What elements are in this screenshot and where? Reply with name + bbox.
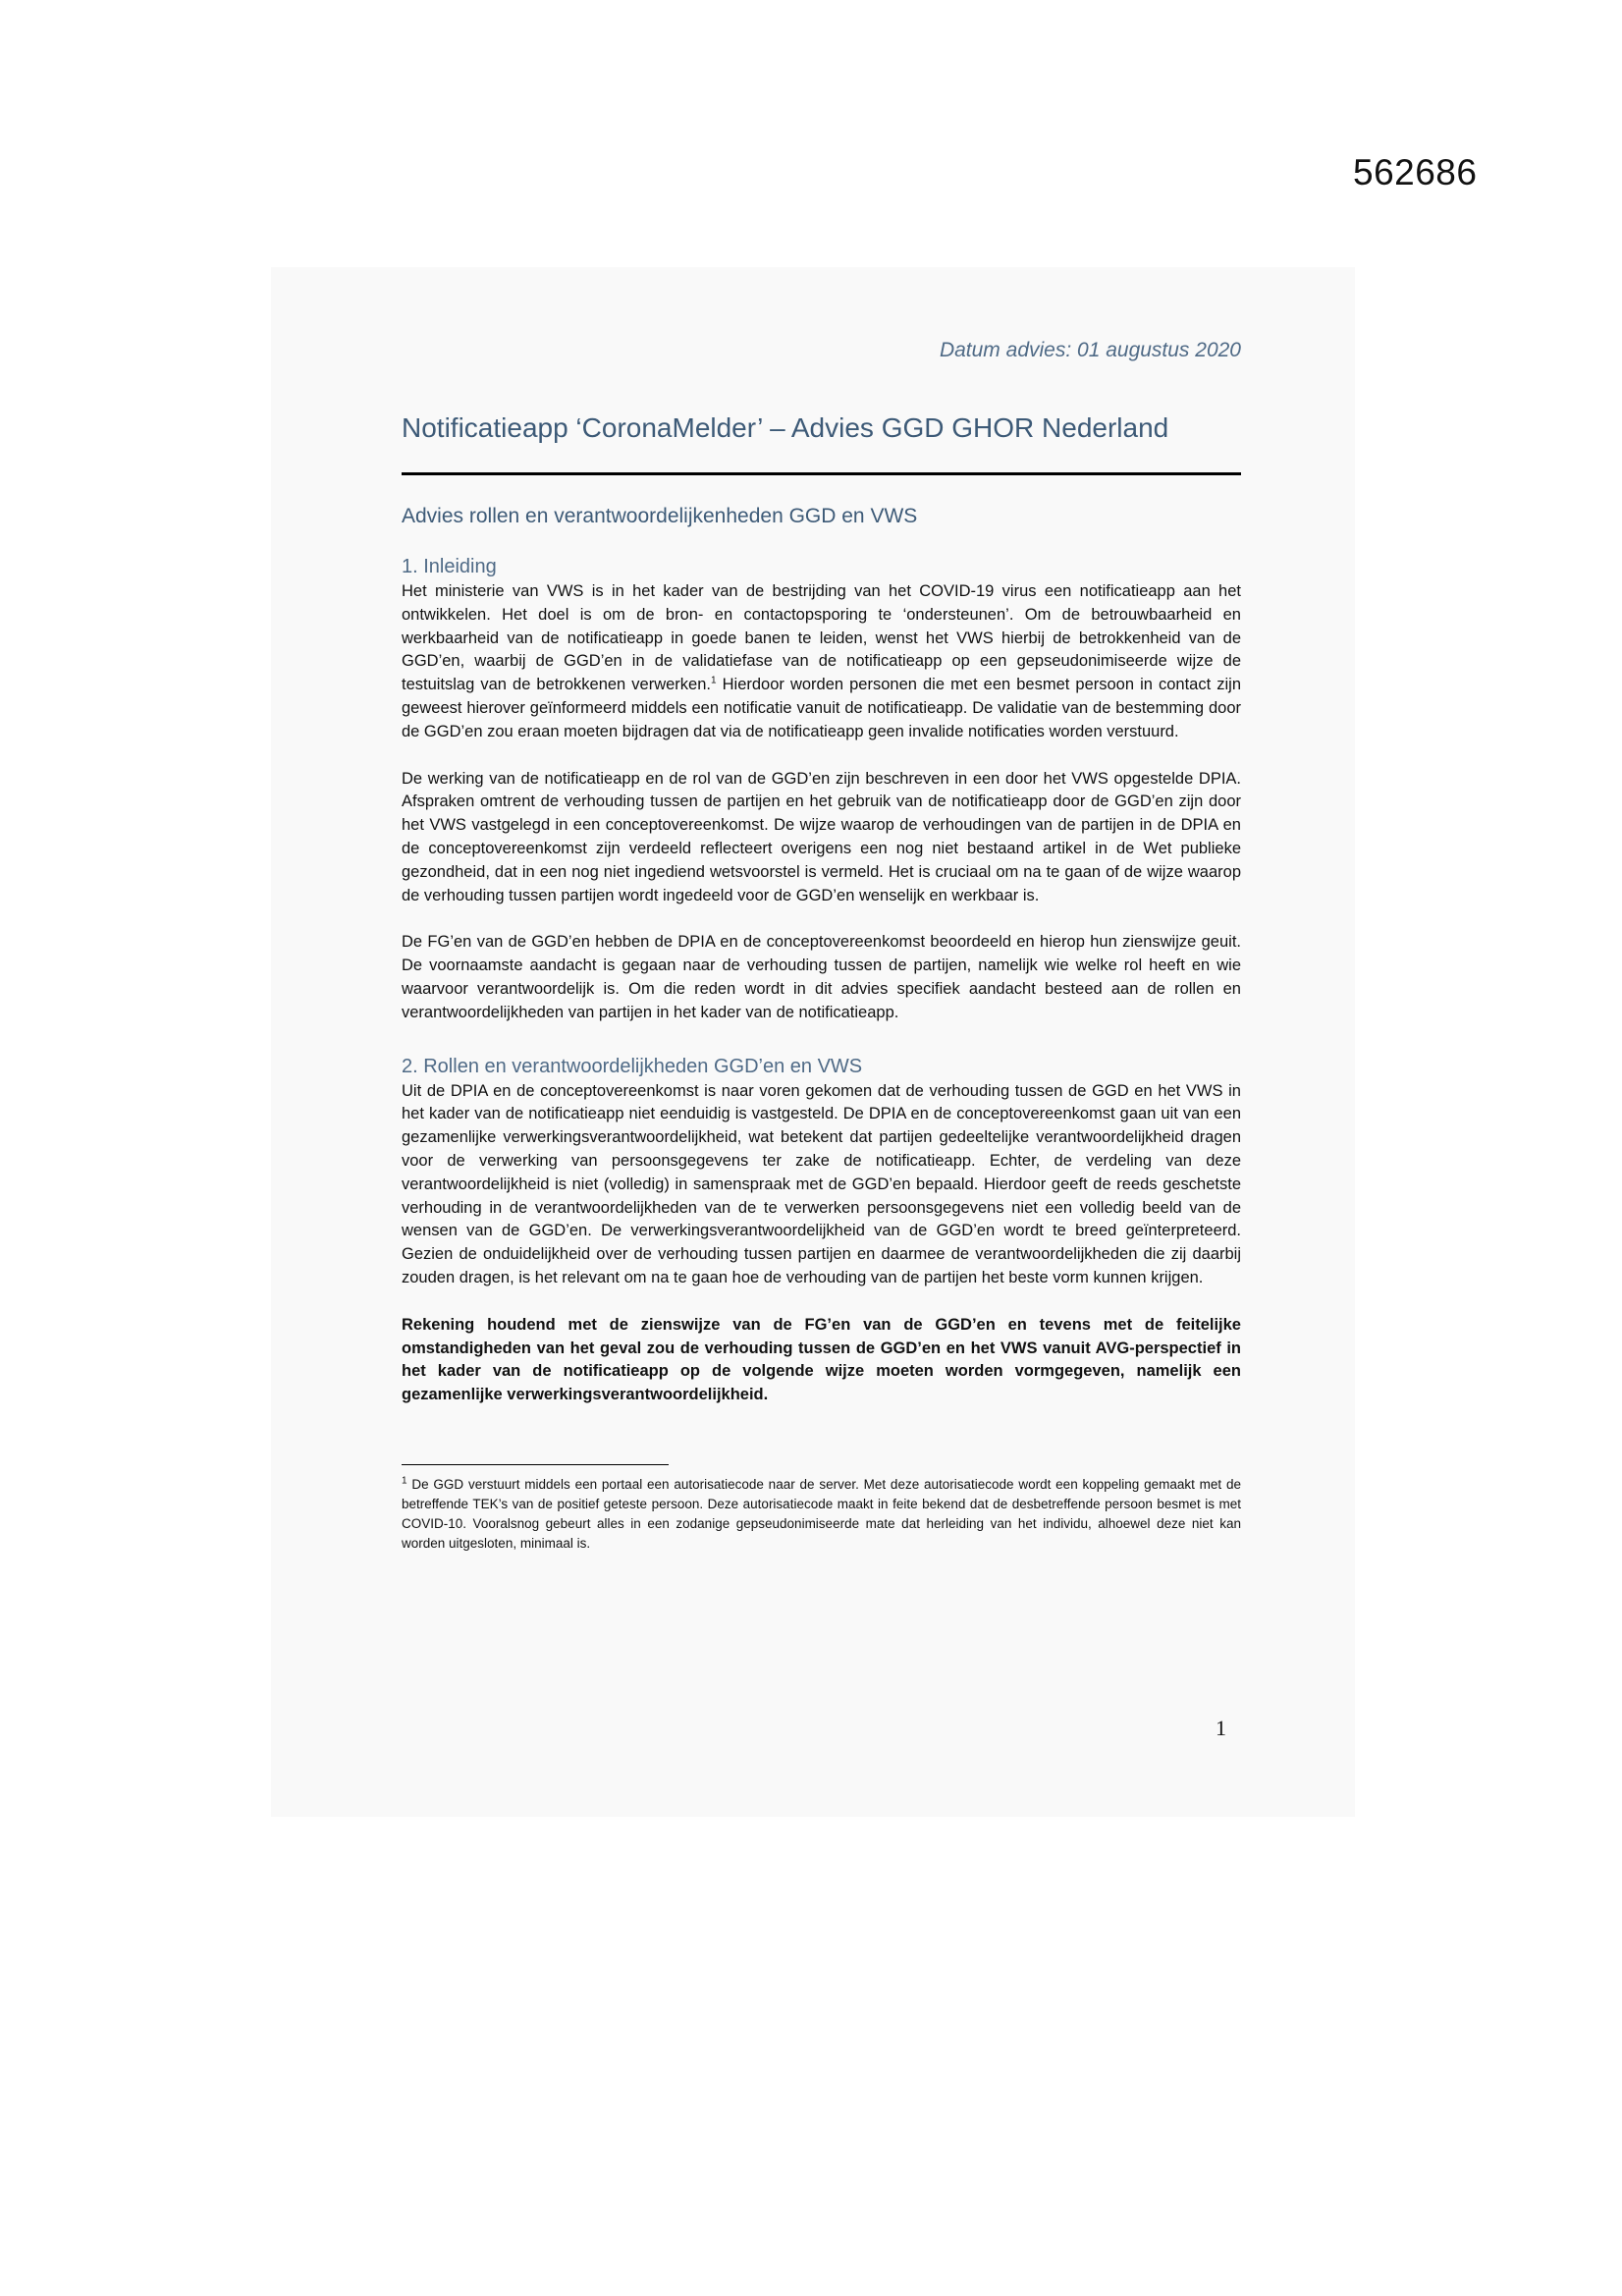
footnote-area xyxy=(402,1464,1241,1555)
advice-date: Datum advies: 01 augustus 2020 xyxy=(939,339,1241,361)
section-roles xyxy=(402,1053,1241,1407)
footnote-text: De GGD verstuurt middels een portaal een autorisatiecode naar de server. Met deze autorisatiecode wordt een koppeling gemaakt met de betreffende TEK’s van de positief geteste persoon. Deze autorisatiecode maakt in feite bekend dat de desbetreffende persoon besmet is met COVID-10. Vooralsnog gebeurt alles in een zodanige gepseudonimiseerde mate dat herleiding van het individu, alhoewel deze niet kan worden uitgesloten, minimaal is. xyxy=(402,1477,1241,1552)
footnote-reference[interactable]: 1 xyxy=(711,675,717,686)
paragraph: Uit de DPIA en de conceptovereenkomst is naar voren gekomen dat de verhouding tussen de GGD en het VWS in het kader van de notificatieapp niet eenduidig is vastgesteld. De DPIA en de conceptovereenkomst gaan uit van een gezamenlijke verwerkingsverantwoordelijkheid, wat betekent dat partijen gedeeltelijke verantwoordelijkheid dragen voor de verwerking van persoonsgegevens ter zake de notificatieapp. Echter, de verdeling van deze verantwoordelijkheid is niet (volledig) in samenspraak met de GGD’en bepaald. Hierdoor geeft de reeds geschetste verhouding in de verantwoordelijkheden van de te verwerken persoonsgegevens niet een volledig beeld van de wensen van de GGD’en. De verwerkingsverantwoordelijkheid van de GGD’en wordt te breed geïnterpreteerd. Gezien de onduidelijkheid over de verhouding tussen partijen en daarmee de verantwoordelijkheden die zij daarbij zouden dragen, is het relevant om na te gaan hoe de verhouding van de partijen het beste vorm kunnen krijgen. xyxy=(402,1081,1241,1286)
paragraph-text: Het ministerie van VWS is in het kader van de bestrijding van het COVID-19 virus een notificatieapp aan het ontwikkelen. Het doel is om de bron- en contactopsporing te ‘ondersteunen’. Om de betrouwbaarheid en werkbaarheid van de notificatieapp in goede banen te leiden, wenst het VWS hierbij de betrokkenheid van de GGD’en, waarbij de GGD’en in de validatiefase van de notificatieapp op een gepseudonimiseerde wijze de testuitslag van de betrokkenen verwerken. xyxy=(402,582,1241,694)
paragraph xyxy=(402,580,1241,744)
section-introduction xyxy=(402,553,1241,1025)
page-subtitle: Advies rollen en verantwoordelijkenheden GGD en VWS xyxy=(402,505,918,527)
paragraph-text-continued: Hierdoor worden personen die met een besmet persoon in contact zijn geweest hierover geïnformeerd middels een notificatie vanuit de notificatieapp. De validatie van de bestemming door de GGD’en zou eraan moeten bijdragen dat via de notificatieapp geen invalide notificaties worden verstuurd. xyxy=(402,676,1241,740)
title-divider xyxy=(402,472,1241,475)
document-id: 562686 xyxy=(1353,152,1478,192)
page-title: Notificatieapp ‘CoronaMelder’ – Advies GGD GHOR Nederland xyxy=(402,412,1169,443)
footnote-divider xyxy=(402,1464,669,1466)
page-content xyxy=(402,334,1241,1554)
paragraph: De werking van de notificatieapp en de rol van de GGD’en zijn beschreven in een door het VWS opgestelde DPIA. Afspraken omtrent de verhouding tussen de partijen en het gebruik van de notificatieapp door de GGD’en zijn door het VWS vastgelegd in een conceptovereenkomst. De wijze waarop de verhoudingen van de partijen in de DPIA en de conceptovereenkomst zijn verdeeld reflecteert overigens een nog niet bestaand artikel in de Wet publieke gezondheid, dat in een nog niet ingediend wetsvoorstel is vermeld. Het is cruciaal om na te gaan of de wijze waarop de verhouding tussen partijen wordt ingedeeld voor de GGD’en wenselijk en werkbaar is. xyxy=(402,769,1241,904)
footnote-number: 1 xyxy=(402,1475,407,1487)
page-number: 1 xyxy=(1216,1716,1226,1740)
conclusion-paragraph: Rekening houdend met de zienswijze van de FG’en van de GGD’en en tevens met de feitelijke omstandigheden van het geval zou de verhouding tussen de GGD’en en het VWS vanuit AVG-perspectief in het kader van de notificatieapp op de volgende wijze moeten worden vormgegeven, namelijk een gezamenlijke verwerkingsverantwoordelijkheid. xyxy=(402,1315,1241,1404)
section-heading: 2. Rollen en verantwoordelijkheden GGD’en en VWS xyxy=(402,1055,863,1077)
section-heading: 1. Inleiding xyxy=(402,556,497,577)
footnote xyxy=(402,1475,1241,1554)
paragraph: De FG’en van de GGD’en hebben de DPIA en de conceptovereenkomst beoordeeld en hierop hun zienswijze geuit. De voornaamste aandacht is gegaan naar de verhouding tussen de partijen, namelijk wie welke rol heeft en wie waarvoor verantwoordelijk is. Om die reden wordt in dit advies specifiek aandacht besteed aan de rollen en verantwoordelijkheden van partijen in het kader van de notificatieapp. xyxy=(402,933,1241,1021)
